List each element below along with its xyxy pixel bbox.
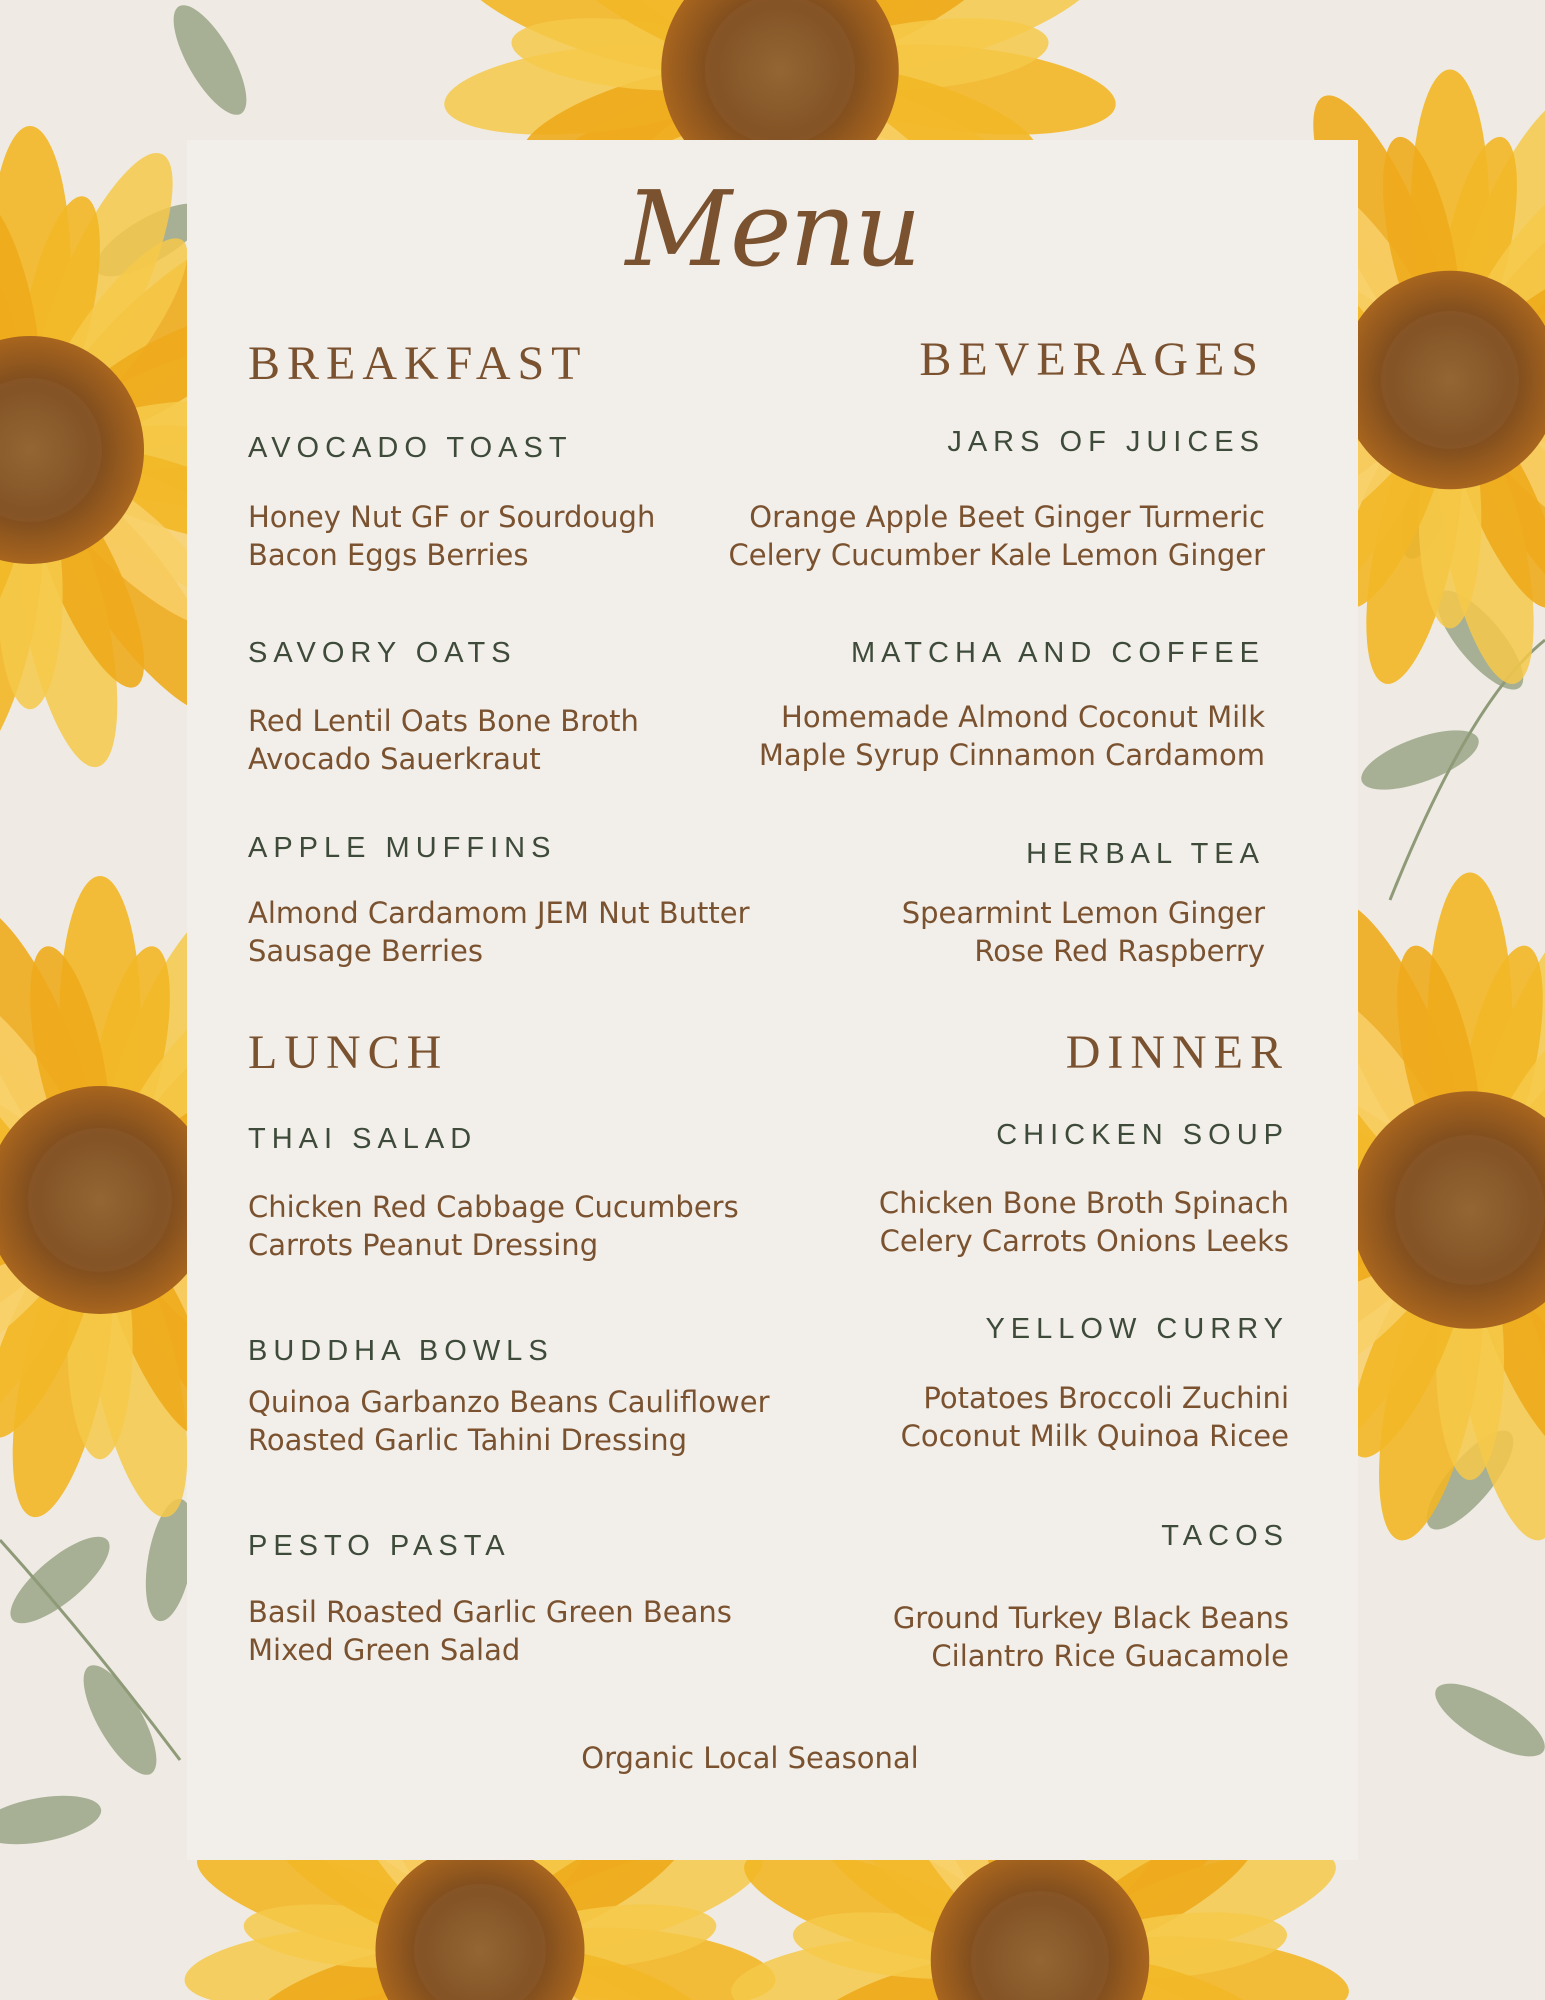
- item-desc-yellow-curry-1: Potatoes Broccoli Zuchini: [923, 1381, 1289, 1415]
- item-desc-buddha-bowls-2: Roasted Garlic Tahini Dressing: [248, 1423, 688, 1457]
- item-desc-savory-oats-1: Red Lentil Oats Bone Broth: [248, 704, 639, 738]
- item-desc-thai-salad-1: Chicken Red Cabbage Cucumbers: [248, 1190, 739, 1224]
- item-desc-avocado-toast-2: Bacon Eggs Berries: [248, 538, 529, 572]
- item-desc-buddha-bowls-1: Quinoa Garbanzo Beans Cauliflower: [248, 1385, 770, 1419]
- item-desc-herbal-tea-1: Spearmint Lemon Ginger: [901, 896, 1265, 930]
- item-name-herbal-tea: HERBAL TEA: [1026, 838, 1265, 870]
- section-heading-lunch: LUNCH: [248, 1026, 449, 1079]
- item-name-thai-salad: THAI SALAD: [248, 1123, 478, 1155]
- item-desc-chicken-soup-1: Chicken Bone Broth Spinach: [878, 1186, 1289, 1220]
- section-heading-breakfast: BREAKFAST: [248, 337, 588, 390]
- item-name-yellow-curry: YELLOW CURRY: [985, 1313, 1289, 1345]
- section-heading-dinner: DINNER: [1065, 1026, 1289, 1079]
- item-desc-matcha-and-coffee-1: Homemade Almond Coconut Milk: [781, 700, 1265, 734]
- item-desc-herbal-tea-2: Rose Red Raspberry: [974, 934, 1265, 968]
- item-desc-apple-muffins-2: Sausage Berries: [248, 934, 483, 968]
- item-desc-savory-oats-2: Avocado Sauerkraut: [248, 742, 541, 776]
- item-desc-pesto-pasta-2: Mixed Green Salad: [248, 1633, 521, 1667]
- item-desc-tacos-1: Ground Turkey Black Beans: [892, 1601, 1289, 1635]
- item-desc-matcha-and-coffee-2: Maple Syrup Cinnamon Cardamom: [758, 738, 1265, 772]
- footer-tagline: Organic Local Seasonal: [581, 1741, 919, 1775]
- item-name-avocado-toast: AVOCADO TOAST: [248, 432, 573, 464]
- item-name-apple-muffins: APPLE MUFFINS: [248, 832, 557, 864]
- item-desc-apple-muffins-1: Almond Cardamom JEM Nut Butter: [248, 896, 750, 930]
- item-name-matcha-and-coffee: MATCHA AND COFFEE: [850, 637, 1265, 669]
- item-name-savory-oats: SAVORY OATS: [248, 637, 517, 669]
- menu-title: Menu: [625, 168, 920, 290]
- item-name-jars-of-juices: JARS OF JUICES: [947, 426, 1265, 458]
- item-name-pesto-pasta: PESTO PASTA: [248, 1530, 511, 1562]
- item-name-chicken-soup: CHICKEN SOUP: [996, 1119, 1289, 1151]
- item-name-tacos: TACOS: [1161, 1520, 1289, 1552]
- item-desc-thai-salad-2: Carrots Peanut Dressing: [248, 1228, 599, 1262]
- item-desc-tacos-2: Cilantro Rice Guacamole: [931, 1639, 1289, 1673]
- item-desc-chicken-soup-2: Celery Carrots Onions Leeks: [879, 1224, 1289, 1258]
- item-desc-jars-of-juices-1: Orange Apple Beet Ginger Turmeric: [749, 500, 1265, 534]
- item-name-buddha-bowls: BUDDHA BOWLS: [248, 1335, 554, 1367]
- item-desc-yellow-curry-2: Coconut Milk Quinoa Ricee: [900, 1419, 1289, 1453]
- item-desc-jars-of-juices-2: Celery Cucumber Kale Lemon Ginger: [728, 538, 1265, 572]
- item-desc-pesto-pasta-1: Basil Roasted Garlic Green Beans: [248, 1595, 732, 1629]
- item-desc-avocado-toast-1: Honey Nut GF or Sourdough: [248, 500, 656, 534]
- section-heading-beverages: BEVERAGES: [919, 333, 1265, 386]
